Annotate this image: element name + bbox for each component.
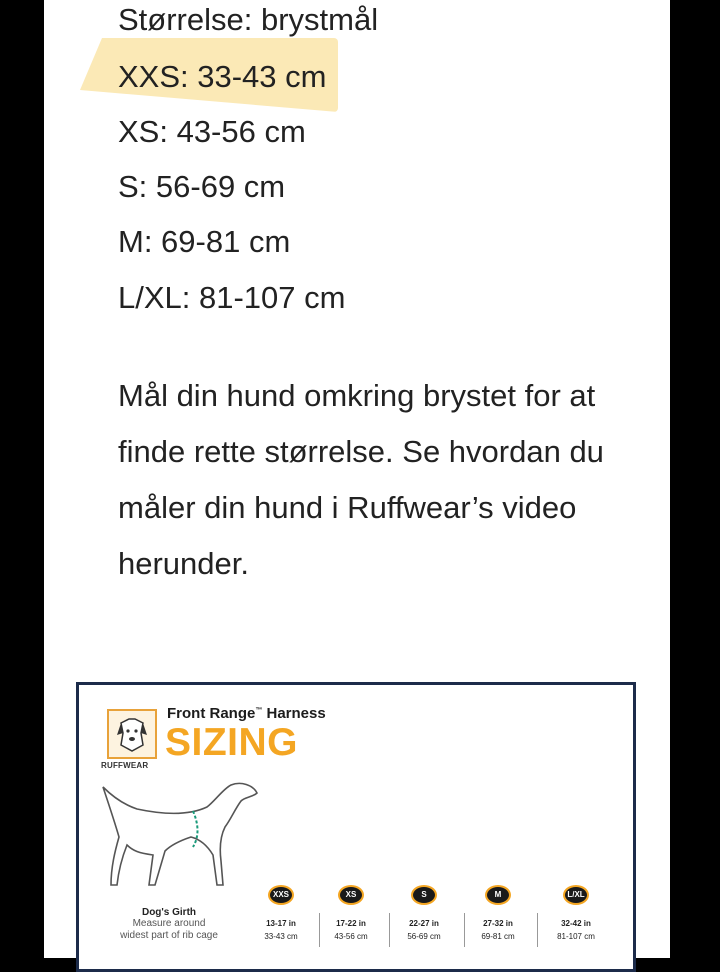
- size-column-xs: [316, 885, 386, 941]
- dog-outline-icon: [95, 775, 265, 900]
- size-cm: 81-107 cm: [557, 932, 595, 941]
- size-column-m: [463, 885, 533, 941]
- girth-subtitle: Measure around: [132, 918, 206, 929]
- size-heading: Størrelse: brystmål: [118, 2, 379, 37]
- size-line-s: S: 56-69 cm: [118, 169, 286, 204]
- size-inches: 17-22 in: [336, 919, 366, 928]
- size-inches: 13-17 in: [266, 919, 296, 928]
- product-title: Front Range™ Harness: [167, 705, 326, 722]
- paragraph-line: herunder.: [118, 546, 249, 581]
- size-column-lxl: [541, 885, 611, 941]
- size-badge: L/XL: [563, 885, 589, 905]
- paragraph-line: Mål din hund omkring brystet for at: [118, 378, 596, 413]
- size-badge: XS: [338, 885, 364, 905]
- measure-instructions: [118, 368, 670, 592]
- size-badge: S: [411, 885, 437, 905]
- size-line-m: M: 69-81 cm: [118, 224, 291, 259]
- size-cm: 43-56 cm: [334, 932, 368, 941]
- size-inches: 27-32 in: [483, 919, 513, 928]
- paragraph-line: måler din hund i Ruffwear’s video: [118, 490, 577, 525]
- sizing-chart-image[interactable]: [76, 682, 636, 972]
- paragraph-line: finde rette størrelse. Se hvordan du: [118, 434, 604, 469]
- size-badge: XXS: [268, 885, 294, 905]
- size-column-s: [389, 885, 459, 941]
- size-cm: 56-69 cm: [407, 932, 441, 941]
- column-divider: [537, 913, 538, 947]
- size-column-xxs: [246, 885, 316, 941]
- girth-title: Dog's Girth: [141, 907, 197, 918]
- girth-legend: [99, 907, 239, 942]
- size-inches: 32-42 in: [561, 919, 591, 928]
- size-cm: 33-43 cm: [264, 932, 298, 941]
- size-inches: 22-27 in: [409, 919, 439, 928]
- size-line-xs: XS: 43-56 cm: [118, 114, 306, 149]
- size-cm: 69-81 cm: [481, 932, 515, 941]
- size-badge: M: [485, 885, 511, 905]
- size-line-xxs: XXS: 33-43 cm: [118, 59, 327, 94]
- brand-name: RUFFWEAR: [101, 761, 149, 770]
- girth-subtitle: widest part of rib cage: [120, 930, 218, 941]
- size-line-lxl: L/XL: 81-107 cm: [118, 280, 346, 315]
- ruffwear-logo-icon: [107, 709, 157, 759]
- sizing-title: SIZING: [165, 721, 299, 764]
